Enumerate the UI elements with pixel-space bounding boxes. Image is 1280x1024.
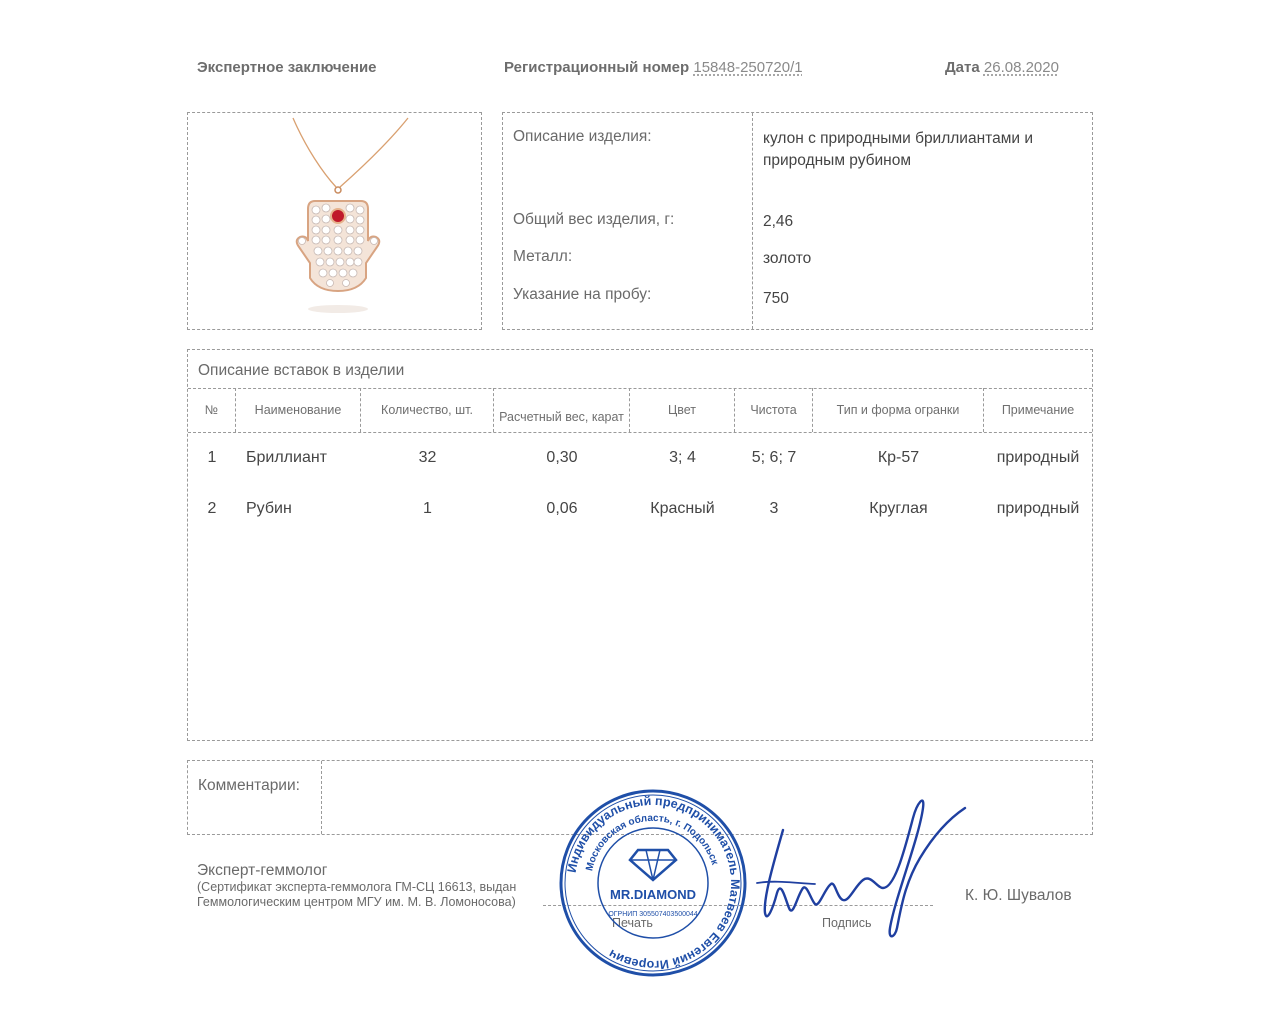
col-header-note: Примечание [1001,402,1075,417]
stamp-inner-text: Московская область, г. Подольск [584,812,721,873]
weight-label: Общий вес изделия, г: [513,211,675,228]
registration-label: Регистрационный номер [504,59,690,76]
expert-credentials: (Сертификат эксперта-геммолога ГМ-СЦ 16613, выдан Геммологическим центром МГУ им. М. В. Ломоносова) [197,880,517,909]
hallmark-value: 750 [763,290,789,307]
metal-label: Металл: [513,248,573,265]
table-row-2-color: Красный [650,500,715,517]
product-photo-box [187,112,482,330]
inserts-table [187,349,1093,741]
metal-value: золото [763,250,812,267]
description-value: кулон с природными бриллиантами и природным рубином [763,130,1033,169]
comments-divider [321,761,322,834]
table-row-1-cut: Кр-57 [877,449,920,466]
inserts-title: Описание вставок в изделии [198,362,405,379]
col-header-cut: Тип и форма огранки [813,388,984,432]
table-row-2-name: Рубин [246,500,292,517]
official-stamp [558,788,748,978]
date-value: 26.08.2020 [983,59,1059,76]
weight-value: 2,46 [763,213,794,230]
table-row-1-name: Бриллиант [246,449,328,466]
expert-title: Эксперт-геммолог [197,862,328,879]
col-header-number: № [188,388,236,432]
stamp-outer-text: Индивидуальный предприниматель Матвеев Евгений Игоревич [564,793,743,973]
handwritten-signature [755,788,970,948]
diamond-logo-icon [630,850,676,880]
hallmark-label: Указание на пробу: [513,286,652,303]
registration-value: 15848-250720/1 [693,59,803,76]
product-description-box [502,112,1093,330]
header-bottom-line [188,432,1092,433]
stamp-label: Печать [612,916,653,930]
stamp-logo-text: MR.DIAMOND [610,887,696,902]
signature-label: Подпись [822,916,872,930]
date-label: Дата [945,59,980,76]
table-row-1-number: 1 [207,449,217,466]
expert-name: К. Ю. Шувалов [965,887,1072,904]
col-header-weight: Расчетный вес, карат [494,388,630,432]
column-divider [752,113,753,329]
col-header-clarity: Чистота [735,388,813,432]
table-row-2-clarity: 3 [769,500,779,517]
table-row-2-weight: 0,06 [546,500,578,517]
table-row-1-quantity: 32 [418,449,437,466]
pendant-hamsa-icon [188,113,481,329]
registration-number [504,59,803,76]
table-row-1-color: 3; 4 [669,449,696,466]
table-row-2-note: природный [996,500,1080,517]
table-row-1-weight: 0,30 [546,449,578,466]
document-date [945,59,1059,76]
table-row-1-clarity: 5; 6; 7 [751,449,797,466]
table-row-2-quantity: 1 [423,500,432,517]
stamp-ogrn: ОГРНИП 305507403500044 [608,911,698,918]
col-header-quantity: Количество, шт. [361,388,494,432]
description-label: Описание изделия: [513,128,652,145]
table-row-1-note: природный [996,449,1080,466]
comments-label: Комментарии: [198,777,300,794]
table-row-2-number: 2 [207,500,217,517]
table-row-2-cut: Круглая [869,500,928,517]
col-header-color: Цвет [630,388,735,432]
document-title: Экспертное заключение [197,59,377,76]
col-header-name: Наименование [236,388,361,432]
